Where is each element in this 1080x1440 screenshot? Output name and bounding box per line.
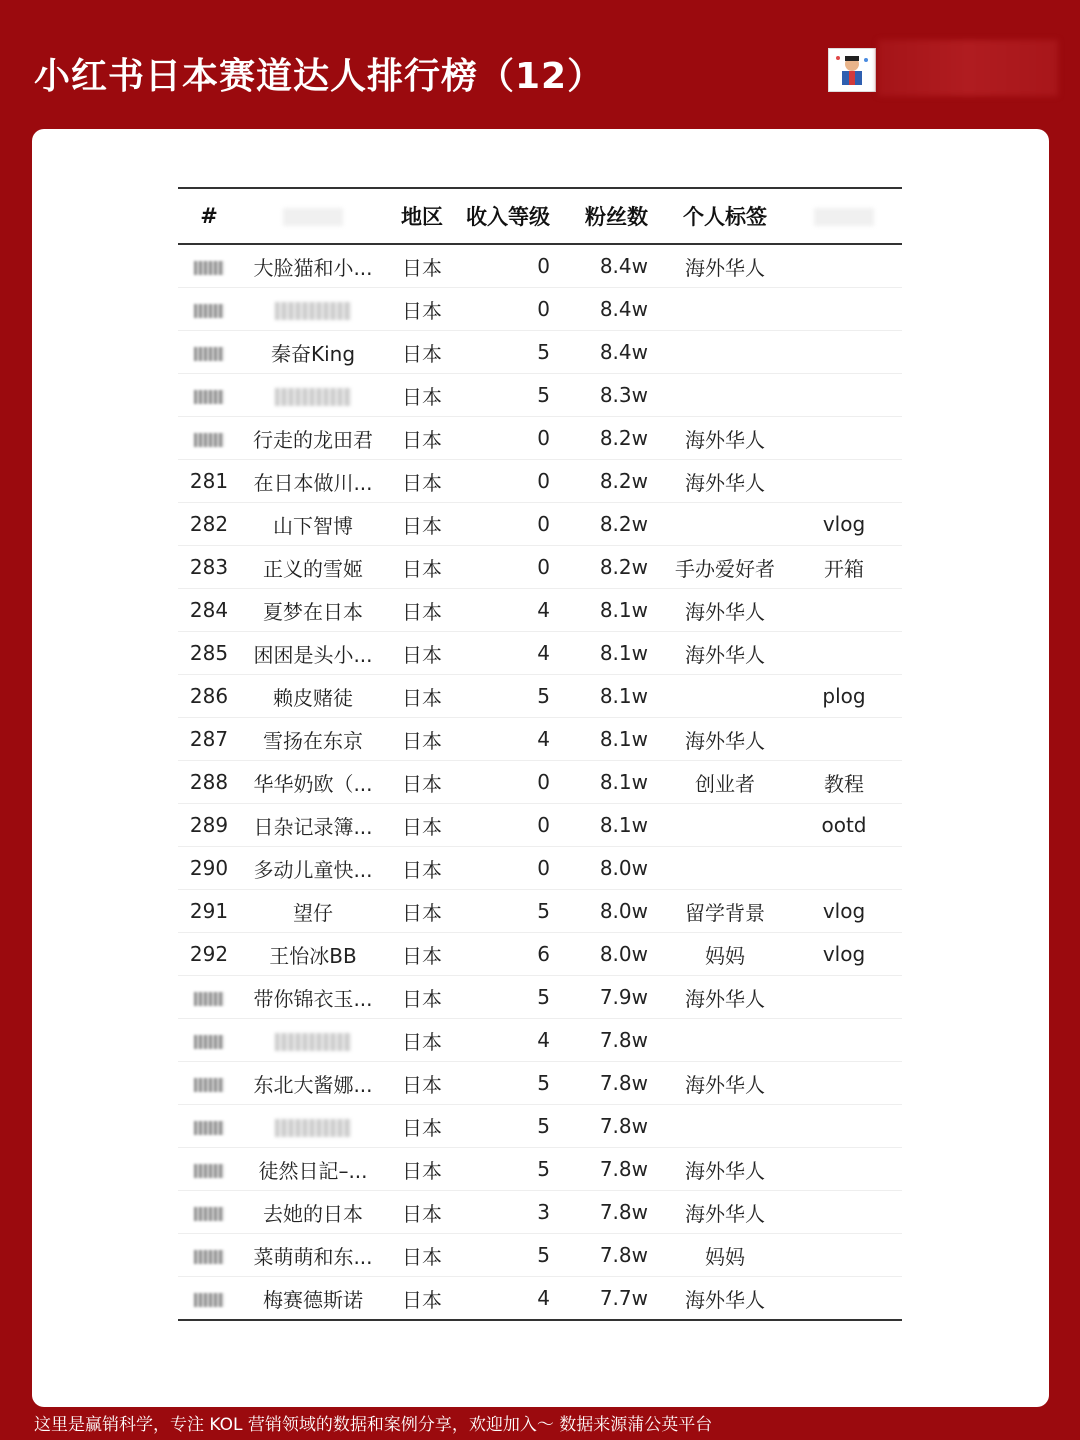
cell-name: 东北大酱娜... xyxy=(240,1062,386,1105)
cell-fans: 8.2w xyxy=(562,503,664,546)
cell-income: 5 xyxy=(458,976,562,1019)
cell-rank xyxy=(178,1234,240,1277)
table-row xyxy=(178,847,902,890)
cell-income: 5 xyxy=(458,1234,562,1277)
page-title: 小红书日本赛道达人排行榜（12） xyxy=(34,56,605,97)
cell-tag: 海外华人 xyxy=(664,417,786,460)
table-row xyxy=(178,632,902,675)
cell-style xyxy=(786,589,902,632)
cell-fans: 7.9w xyxy=(562,976,664,1019)
cell-region: 日本 xyxy=(386,675,458,718)
cell-rank xyxy=(178,288,240,331)
cell-region: 日本 xyxy=(386,632,458,675)
cell-region: 日本 xyxy=(386,761,458,804)
cell-name: 日杂记录簿... xyxy=(240,804,386,847)
table-row xyxy=(178,503,902,546)
cell-fans: 8.1w xyxy=(562,761,664,804)
cell-rank xyxy=(178,976,240,1019)
table-row xyxy=(178,933,902,976)
cell-tag: 海外华人 xyxy=(664,632,786,675)
cell-rank xyxy=(178,1062,240,1105)
cell-income: 0 xyxy=(458,847,562,890)
cell-style xyxy=(786,1148,902,1191)
table-row xyxy=(178,244,902,288)
cell-income: 0 xyxy=(458,546,562,589)
col-header-fans: 粉丝数 xyxy=(562,188,664,244)
cell-fans: 8.4w xyxy=(562,244,664,288)
cell-tag: 妈妈 xyxy=(664,1234,786,1277)
cell-tag: 海外华人 xyxy=(664,1277,786,1321)
cell-rank xyxy=(178,331,240,374)
table-row xyxy=(178,331,902,374)
cell-name xyxy=(240,1105,386,1148)
col-header-name xyxy=(240,188,386,244)
blurred-text xyxy=(275,388,351,406)
cell-name: 王怡冰BB xyxy=(240,933,386,976)
cell-tag: 海外华人 xyxy=(664,589,786,632)
table-row xyxy=(178,288,902,331)
cell-name: 秦奋King xyxy=(240,331,386,374)
cell-rank xyxy=(178,1019,240,1062)
table-row xyxy=(178,589,902,632)
cell-tag xyxy=(664,374,786,417)
cell-name: 华华奶欧（... xyxy=(240,761,386,804)
cell-style: vlog xyxy=(786,933,902,976)
cell-fans: 8.0w xyxy=(562,847,664,890)
cell-income: 5 xyxy=(458,331,562,374)
col-header-rank: # xyxy=(178,188,240,244)
cell-style xyxy=(786,1234,902,1277)
blurred-text xyxy=(194,1293,224,1307)
cell-rank xyxy=(178,417,240,460)
cell-style: vlog xyxy=(786,890,902,933)
blurred-text xyxy=(194,433,224,447)
cell-region: 日本 xyxy=(386,1019,458,1062)
cell-style xyxy=(786,632,902,675)
cell-rank: 290 xyxy=(178,847,240,890)
cell-fans: 8.1w xyxy=(562,804,664,847)
table-row xyxy=(178,761,902,804)
cell-name: 行走的龙田君 xyxy=(240,417,386,460)
cell-name: 菜萌萌和东... xyxy=(240,1234,386,1277)
cell-tag: 手办爱好者 xyxy=(664,546,786,589)
blurred-text xyxy=(275,1119,351,1137)
cell-tag xyxy=(664,1105,786,1148)
blurred-header xyxy=(283,208,343,226)
cell-rank: 288 xyxy=(178,761,240,804)
cell-style: vlog xyxy=(786,503,902,546)
cell-income: 5 xyxy=(458,374,562,417)
table-row xyxy=(178,546,902,589)
cell-rank: 282 xyxy=(178,503,240,546)
cell-income: 0 xyxy=(458,288,562,331)
blurred-text xyxy=(275,302,351,320)
cell-tag: 海外华人 xyxy=(664,1148,786,1191)
ranking-table xyxy=(178,187,902,1321)
cell-name: 徒然日記–... xyxy=(240,1148,386,1191)
table-row xyxy=(178,374,902,417)
cell-fans: 7.8w xyxy=(562,1105,664,1148)
blurred-text xyxy=(194,1250,224,1264)
table-row xyxy=(178,890,902,933)
cell-style xyxy=(786,718,902,761)
cell-rank xyxy=(178,374,240,417)
cell-name xyxy=(240,288,386,331)
blurred-text xyxy=(275,1033,351,1051)
ranking-card xyxy=(32,129,1049,1407)
cell-style xyxy=(786,331,902,374)
cell-region: 日本 xyxy=(386,1191,458,1234)
cell-fans: 8.4w xyxy=(562,288,664,331)
cell-name: 在日本做川... xyxy=(240,460,386,503)
cell-region: 日本 xyxy=(386,503,458,546)
cell-style xyxy=(786,460,902,503)
col-header-region: 地区 xyxy=(386,188,458,244)
cell-name: 多动儿童快... xyxy=(240,847,386,890)
cell-region: 日本 xyxy=(386,976,458,1019)
blurred-text xyxy=(194,347,224,361)
cell-rank xyxy=(178,1191,240,1234)
cell-rank xyxy=(178,1148,240,1191)
cell-fans: 7.8w xyxy=(562,1148,664,1191)
cell-fans: 7.7w xyxy=(562,1277,664,1321)
cell-tag xyxy=(664,288,786,331)
cell-tag: 海外华人 xyxy=(664,1062,786,1105)
cell-tag xyxy=(664,847,786,890)
blurred-text xyxy=(194,1035,224,1049)
cell-region: 日本 xyxy=(386,1148,458,1191)
cell-style xyxy=(786,244,902,288)
table-row xyxy=(178,1234,902,1277)
cell-income: 4 xyxy=(458,1277,562,1321)
cell-region: 日本 xyxy=(386,589,458,632)
cell-tag: 妈妈 xyxy=(664,933,786,976)
cell-income: 0 xyxy=(458,244,562,288)
cell-fans: 7.8w xyxy=(562,1062,664,1105)
cell-income: 4 xyxy=(458,589,562,632)
cell-rank: 287 xyxy=(178,718,240,761)
table-body xyxy=(178,244,902,1320)
cell-region: 日本 xyxy=(386,804,458,847)
blurred-text xyxy=(194,992,224,1006)
table-row xyxy=(178,804,902,847)
cell-fans: 8.3w xyxy=(562,374,664,417)
footer-note: 这里是赢销科学，专注 KOL 营销领域的数据和案例分享，欢迎加入～ 数据来源蒲公英平台 xyxy=(34,1415,713,1435)
cell-rank xyxy=(178,1105,240,1148)
blurred-text xyxy=(194,1121,224,1135)
cell-region: 日本 xyxy=(386,417,458,460)
cell-name xyxy=(240,374,386,417)
cell-region: 日本 xyxy=(386,1062,458,1105)
cell-rank: 281 xyxy=(178,460,240,503)
cell-tag: 留学背景 xyxy=(664,890,786,933)
cell-region: 日本 xyxy=(386,460,458,503)
cell-income: 0 xyxy=(458,460,562,503)
cell-style xyxy=(786,417,902,460)
cell-region: 日本 xyxy=(386,933,458,976)
cell-name: 望仔 xyxy=(240,890,386,933)
table-row xyxy=(178,718,902,761)
cell-name: 正义的雪姬 xyxy=(240,546,386,589)
blurred-text xyxy=(194,1078,224,1092)
cell-fans: 7.8w xyxy=(562,1234,664,1277)
blurred-brand xyxy=(878,40,1058,96)
avatar[interactable] xyxy=(828,48,876,92)
cell-income: 0 xyxy=(458,804,562,847)
table-row xyxy=(178,1277,902,1321)
cell-region: 日本 xyxy=(386,1105,458,1148)
table-row xyxy=(178,460,902,503)
cell-fans: 7.8w xyxy=(562,1019,664,1062)
cell-tag: 海外华人 xyxy=(664,244,786,288)
cell-fans: 8.2w xyxy=(562,417,664,460)
cell-rank xyxy=(178,1277,240,1321)
cell-fans: 8.2w xyxy=(562,546,664,589)
cell-income: 0 xyxy=(458,503,562,546)
cell-fans: 8.0w xyxy=(562,890,664,933)
cell-region: 日本 xyxy=(386,890,458,933)
cell-rank: 291 xyxy=(178,890,240,933)
cell-style xyxy=(786,1105,902,1148)
cell-style xyxy=(786,288,902,331)
cell-rank: 283 xyxy=(178,546,240,589)
cell-name: 夏梦在日本 xyxy=(240,589,386,632)
cell-income: 6 xyxy=(458,933,562,976)
table-header xyxy=(178,188,902,244)
col-header-style xyxy=(786,188,902,244)
cell-name: 带你锦衣玉... xyxy=(240,976,386,1019)
cell-name: 困困是头小... xyxy=(240,632,386,675)
cell-tag xyxy=(664,804,786,847)
blurred-text xyxy=(194,390,224,404)
cell-style xyxy=(786,847,902,890)
cell-tag xyxy=(664,503,786,546)
cell-fans: 8.0w xyxy=(562,933,664,976)
cell-fans: 8.1w xyxy=(562,675,664,718)
blurred-header xyxy=(814,208,874,226)
cell-region: 日本 xyxy=(386,718,458,761)
avatar-icon xyxy=(832,52,872,88)
cell-region: 日本 xyxy=(386,847,458,890)
cell-rank xyxy=(178,244,240,288)
table-row xyxy=(178,976,902,1019)
cell-income: 4 xyxy=(458,718,562,761)
cell-tag xyxy=(664,331,786,374)
cell-fans: 8.1w xyxy=(562,589,664,632)
cell-rank: 284 xyxy=(178,589,240,632)
cell-region: 日本 xyxy=(386,331,458,374)
table-row xyxy=(178,1191,902,1234)
cell-income: 5 xyxy=(458,1148,562,1191)
col-header-income: 收入等级 xyxy=(458,188,562,244)
cell-tag: 创业者 xyxy=(664,761,786,804)
cell-income: 5 xyxy=(458,1105,562,1148)
blurred-text xyxy=(194,304,224,318)
cell-region: 日本 xyxy=(386,288,458,331)
col-header-tag: 个人标签 xyxy=(664,188,786,244)
cell-name: 大脸猫和小... xyxy=(240,244,386,288)
table-row xyxy=(178,1105,902,1148)
cell-income: 3 xyxy=(458,1191,562,1234)
cell-income: 4 xyxy=(458,1019,562,1062)
cell-rank: 286 xyxy=(178,675,240,718)
cell-style xyxy=(786,374,902,417)
table-row xyxy=(178,1148,902,1191)
cell-region: 日本 xyxy=(386,244,458,288)
cell-income: 0 xyxy=(458,761,562,804)
cell-tag: 海外华人 xyxy=(664,1191,786,1234)
cell-style: 教程 xyxy=(786,761,902,804)
blurred-text xyxy=(194,1207,224,1221)
cell-style xyxy=(786,1019,902,1062)
cell-tag: 海外华人 xyxy=(664,718,786,761)
cell-name: 梅赛德斯诺 xyxy=(240,1277,386,1321)
cell-style: plog xyxy=(786,675,902,718)
cell-style xyxy=(786,1277,902,1321)
cell-name: 山下智博 xyxy=(240,503,386,546)
cell-fans: 8.2w xyxy=(562,460,664,503)
cell-tag xyxy=(664,1019,786,1062)
cell-rank: 289 xyxy=(178,804,240,847)
cell-fans: 7.8w xyxy=(562,1191,664,1234)
cell-name: 雪扬在东京 xyxy=(240,718,386,761)
table-row xyxy=(178,417,902,460)
cell-name: 去她的日本 xyxy=(240,1191,386,1234)
cell-name xyxy=(240,1019,386,1062)
cell-rank: 292 xyxy=(178,933,240,976)
cell-style: 开箱 xyxy=(786,546,902,589)
table-row xyxy=(178,1062,902,1105)
cell-fans: 8.1w xyxy=(562,632,664,675)
table-row xyxy=(178,1019,902,1062)
cell-region: 日本 xyxy=(386,1234,458,1277)
cell-income: 4 xyxy=(458,632,562,675)
cell-income: 0 xyxy=(458,417,562,460)
cell-rank: 285 xyxy=(178,632,240,675)
table-row xyxy=(178,675,902,718)
cell-region: 日本 xyxy=(386,374,458,417)
cell-fans: 8.4w xyxy=(562,331,664,374)
cell-region: 日本 xyxy=(386,546,458,589)
cell-style xyxy=(786,1191,902,1234)
cell-region: 日本 xyxy=(386,1277,458,1321)
blurred-text xyxy=(194,261,224,275)
blurred-text xyxy=(194,1164,224,1178)
cell-style: ootd xyxy=(786,804,902,847)
cell-style xyxy=(786,976,902,1019)
cell-tag: 海外华人 xyxy=(664,460,786,503)
cell-income: 5 xyxy=(458,1062,562,1105)
cell-tag: 海外华人 xyxy=(664,976,786,1019)
cell-tag xyxy=(664,675,786,718)
cell-name: 赖皮赌徒 xyxy=(240,675,386,718)
cell-style xyxy=(786,1062,902,1105)
cell-income: 5 xyxy=(458,675,562,718)
cell-fans: 8.1w xyxy=(562,718,664,761)
cell-income: 5 xyxy=(458,890,562,933)
